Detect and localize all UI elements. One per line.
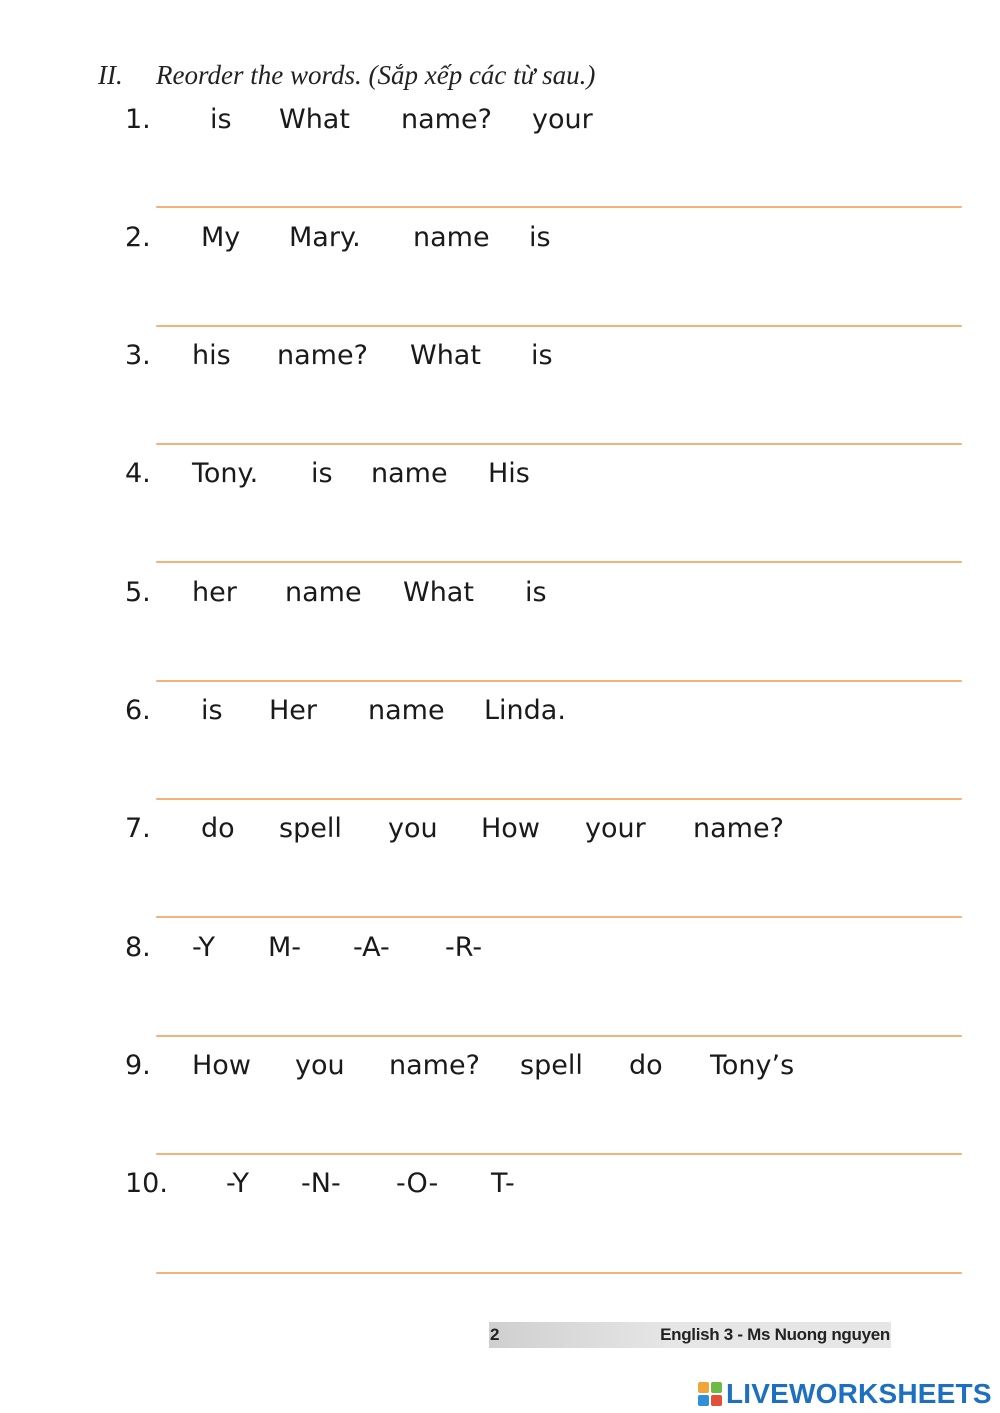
word-tile: Mary.	[289, 222, 361, 253]
word-tile: -A-	[353, 932, 390, 963]
word-tile: -R-	[445, 932, 483, 963]
word-tile: his	[192, 340, 231, 371]
word-tile: Her	[269, 695, 318, 726]
answer-line[interactable]	[156, 680, 962, 682]
word-tile: name?	[693, 813, 784, 844]
word-tile: Linda.	[484, 695, 566, 726]
answer-line[interactable]	[156, 1153, 962, 1155]
word-tile: name?	[401, 104, 492, 135]
word-tile: His	[488, 458, 530, 489]
answer-line[interactable]	[156, 325, 962, 327]
word-tile: do	[629, 1050, 663, 1081]
word-tile: you	[295, 1050, 345, 1081]
exercise-item	[0, 932, 1000, 1032]
word-tile: Tony.	[192, 458, 259, 489]
exercise-item	[0, 222, 1000, 322]
word-tile: What	[410, 340, 481, 371]
word-tile: your	[585, 813, 646, 844]
footer-title: English 3 - Ms Nuong nguyen	[660, 1325, 890, 1344]
word-tile: How	[481, 813, 540, 844]
word-tile: How	[192, 1050, 251, 1081]
item-number: 2.	[125, 222, 151, 253]
answer-line[interactable]	[156, 443, 962, 445]
page-number: 2	[490, 1325, 500, 1344]
word-tile: name	[368, 695, 445, 726]
section-number: II.	[98, 60, 123, 90]
answer-line[interactable]	[156, 561, 962, 563]
item-number: 3.	[125, 340, 151, 371]
word-tile: is	[529, 222, 551, 253]
word-tile: your	[532, 104, 593, 135]
item-number: 6.	[125, 695, 151, 726]
word-tile: My	[201, 222, 241, 253]
section-heading	[98, 60, 595, 91]
exercise-item	[0, 1050, 1000, 1150]
word-tile: is	[311, 458, 333, 489]
word-tile: spell	[279, 813, 342, 844]
exercise-item	[0, 340, 1000, 440]
word-tile: What	[403, 577, 474, 608]
item-number: 9.	[125, 1050, 151, 1081]
item-number: 1.	[125, 104, 151, 135]
exercise-item	[0, 104, 1000, 204]
word-tile: do	[201, 813, 235, 844]
word-tile: is	[525, 577, 547, 608]
word-tile: Tony’s	[710, 1050, 795, 1081]
word-tile: T-	[491, 1168, 515, 1199]
word-tile: is	[531, 340, 553, 371]
item-number: 5.	[125, 577, 151, 608]
brand-name: LIVEWORKSHEETS	[726, 1378, 992, 1409]
exercise-item	[0, 1168, 1000, 1268]
word-tile: is	[210, 104, 232, 135]
exercise-item	[0, 577, 1000, 677]
word-tile: -Y	[226, 1168, 250, 1199]
answer-line[interactable]	[156, 1272, 962, 1274]
liveworksheets-brand	[698, 1377, 992, 1411]
word-tile: -O-	[396, 1168, 439, 1199]
word-tile: name	[285, 577, 362, 608]
answer-line[interactable]	[156, 206, 962, 208]
item-number: 4.	[125, 458, 151, 489]
item-number: 7.	[125, 813, 151, 844]
word-tile: you	[388, 813, 438, 844]
word-tile: name	[413, 222, 490, 253]
word-tile: is	[201, 695, 223, 726]
answer-line[interactable]	[156, 916, 962, 918]
word-tile: name?	[389, 1050, 480, 1081]
word-tile: her	[192, 577, 237, 608]
liveworksheets-logo-icon	[698, 1382, 722, 1406]
word-tile: name?	[277, 340, 368, 371]
exercise-item	[0, 813, 1000, 913]
answer-line[interactable]	[156, 798, 962, 800]
answer-line[interactable]	[156, 1035, 962, 1037]
exercise-item	[0, 695, 1000, 795]
word-tile: spell	[520, 1050, 583, 1081]
word-tile: -Y	[192, 932, 216, 963]
item-number: 8.	[125, 932, 151, 963]
exercise-item	[0, 458, 1000, 558]
word-tile: name	[371, 458, 448, 489]
item-number: 10.	[125, 1168, 168, 1199]
word-tile: What	[279, 104, 350, 135]
section-instruction: Reorder the words. (Sắp xếp các từ sau.)	[156, 60, 596, 90]
word-tile: -N-	[301, 1168, 341, 1199]
word-tile: M-	[268, 932, 302, 963]
